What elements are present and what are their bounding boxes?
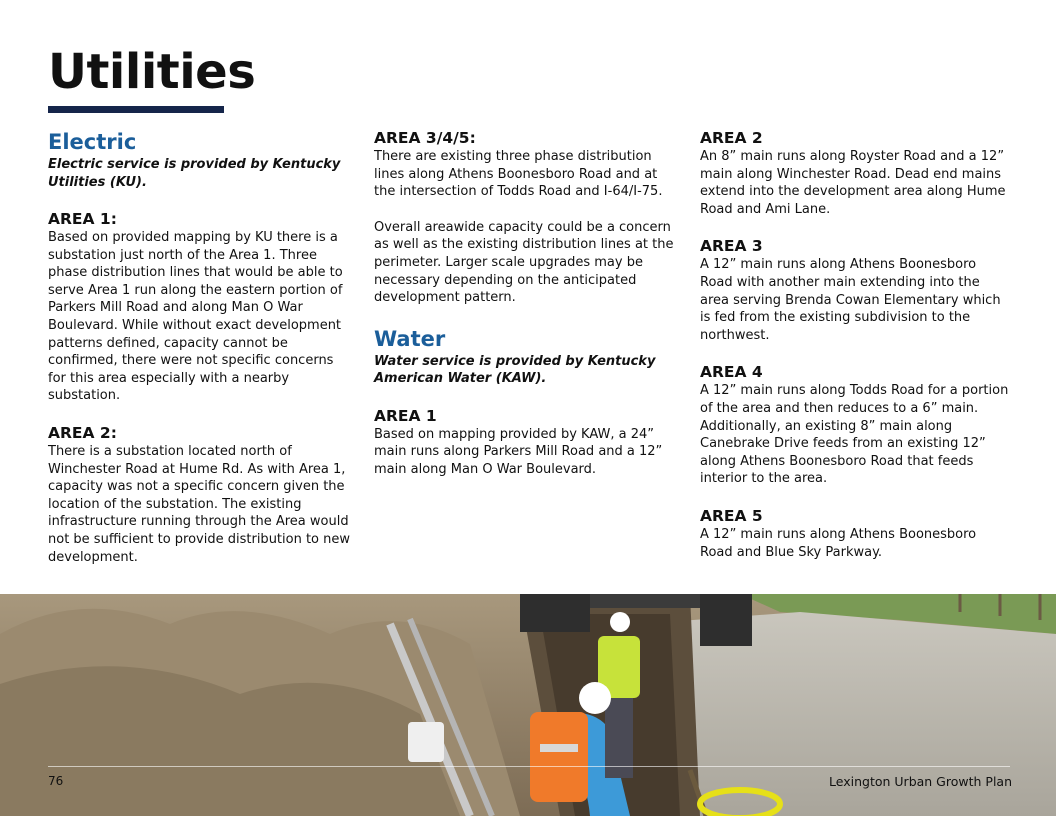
electric-area-345-heading: AREA 3/4/5: [374,129,476,147]
electric-lead: Electric service is provided by Kentucky Utilities (KU). [48,157,341,190]
water-heading: Water [374,326,446,351]
footer-title: Lexington Urban Growth Plan [829,774,1012,789]
water-area-2-heading: AREA 2 [700,129,763,147]
electric-area-1-text: Based on provided mapping by KU there is a substation just north of the Area 1. Three phase distribution lines that would be able to serve Area 1 run along the eastern portion of Parkers Mill Road and along Man O War Boulevard. While without exact development patterns defined, capacity cannot be confirmed, there were not specific concerns for this area especially with a nearby substation. [48,230,343,404]
electric-area-2-heading: AREA 2: [48,423,117,442]
electric-area-345-text-2: Overall areawide capacity could be a concern as well as the existing distribution lines at the perimeter. Larger scale upgrades may be necessary depending on the anticipated development pattern. [374,219,674,306]
column-1 [48,128,352,584]
water-area-4-text: A 12” main runs along Todds Road for a portion of the area and then reduces to a 6” main. Additionally, an existing 8” main along Canebrake Drive feeds from an existing 12” along Athens Boonesboro Road that feeds interior to the area. [700,383,1009,487]
water-area-1-heading: AREA 1 [374,406,437,425]
electric-area-345-text: There are existing three phase distribution lines along Athens Boonesboro Road and at the intersection of Todds Road and I-64/I-75. [374,149,663,200]
column-2 [374,128,678,497]
water-area-3-text: A 12” main runs along Athens Boonesboro Road with another main extending into the area serving Brenda Cowan Elementary which is fed from the existing subdivision to the northwest. [700,257,1001,343]
water-area-3-heading: AREA 3 [700,237,763,256]
column-3 [700,128,1010,579]
water-area-5-heading: AREA 5 [700,506,763,525]
electric-heading: Electric [48,130,137,154]
water-lead: Water service is provided by Kentucky American Water (KAW). [374,353,656,387]
page-title: Utilities [48,44,256,100]
title-underline [48,106,224,113]
water-area-2-text: An 8” main runs along Royster Road and a 12” main along Winchester Road. Dead end mains extend into the development area along Hume Road and Ami Lane. [700,149,1006,217]
page-number: 76 [48,774,64,788]
electric-area-2-text: There is a substation located north of Winchester Road at Hume Rd. As with Area 1, capacity was not a specific concern given the location of the substation. The existing infrastructure running through the Area would not be sufficient to provide distribution to new development. [48,443,351,565]
electric-area-1-heading: AREA 1: [48,210,117,228]
water-area-5-text: A 12” main runs along Athens Boonesboro Road and Blue Sky Parkway. [700,526,977,560]
water-area-1-text: Based on mapping provided by KAW, a 24” main runs along Parkers Mill Road and a 12” main along Man O War Boulevard. [374,426,663,477]
footer-rule [48,766,1010,767]
water-area-4-heading: AREA 4 [700,363,763,382]
